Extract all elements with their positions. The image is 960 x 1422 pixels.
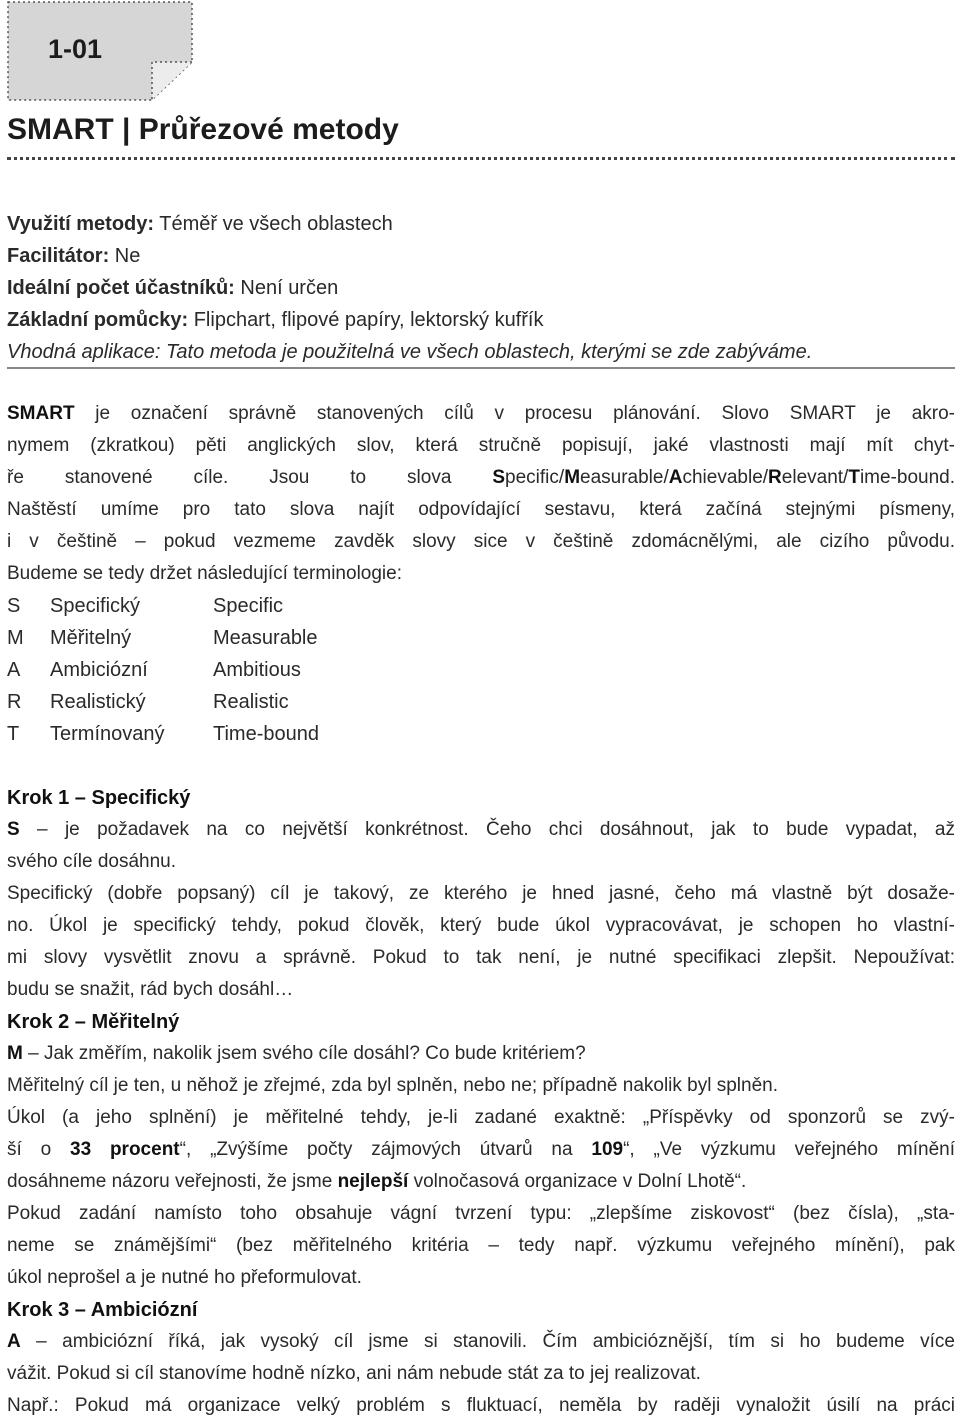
step3-heading: Krok 3 – Ambiciózní [7, 1299, 198, 1321]
term-czech: Měřitelný [50, 627, 132, 649]
step-text: “, „Ve výzkumu veřejného mínění [623, 1139, 955, 1160]
term-letter: M [7, 627, 24, 649]
method-meta [7, 208, 955, 368]
step1-line-4: no. Úkol je specifický tehdy, pokud člověk, který bude úkol vypracovávat, je schopen ho vlastní- [7, 915, 955, 936]
step-letter: M [7, 1043, 23, 1064]
step-text: “, „Zvýšíme počty zájmových útvarů na [179, 1139, 592, 1160]
acronym-rest: ime-bound. [859, 467, 955, 488]
acronym-letter: R [768, 467, 782, 488]
terminology-table [7, 590, 955, 750]
intro-text: je označení správně stanovených cílů v procesu plánování. Slovo SMART je akro- [74, 403, 955, 424]
meta-divider [7, 367, 955, 369]
acronym-rest: chievable/ [682, 467, 769, 488]
step3-line-1 [7, 1326, 955, 1358]
term-row [7, 686, 955, 718]
chapter-code: 1-01 [48, 34, 103, 64]
step3-line-3: Např.: Pokud má organizace velký problém s fluktuací, neměla by raději vynaložit úsilí na práci [7, 1395, 955, 1416]
acronym-rest: elevant/ [781, 467, 849, 488]
page-title: SMART | Průřezové metody [7, 113, 399, 146]
step2-line-2: Měřitelný cíl je ten, u něhož je zřejmé, zda byl splněn, nebo ne; případně nakolik byl splněn. [7, 1075, 779, 1096]
step-text: dosáhneme názoru veřejnosti, že jsme [7, 1171, 338, 1192]
term-czech: Specifický [50, 595, 141, 617]
meta-facilitator [7, 240, 955, 272]
term-english: Time-bound [213, 723, 319, 745]
acronym-rest: easurable/ [580, 467, 669, 488]
step-letter: A [7, 1331, 21, 1352]
acronym-letter: T [848, 467, 860, 488]
meta-tools-label: Základní pomůcky: [7, 309, 189, 331]
spacer [7, 750, 955, 782]
intro-line-4: Naštěstí umíme pro tato slova najít odpovídající sestavu, která začíná stejnými písmeny, [7, 499, 955, 520]
intro-line-2: nymem (zkratkou) pěti anglických slov, která stručně popisují, jaké vlastnosti mají mít chyt- [7, 435, 955, 456]
main-text [7, 398, 955, 1422]
step1-line-5: mi slovy vysvětlit znovu a správně. Pokud to tak není, je nutné specifikaci zlepšit. Nepoužívat: [7, 947, 955, 968]
meta-uses-label: Využití metody: [7, 213, 155, 235]
intro-text: ře stanovené cíle. Jsou to slova [7, 467, 493, 488]
step3-line-2: vážit. Pokud si cíl stanovíme hodně nízko, ani nám nebude stát za to jej realizovat. [7, 1363, 701, 1384]
step-text: – je požadavek na co největší konkrétnost. Čeho chci dosáhnout, jak to bude vypadat, až [19, 819, 955, 840]
step2-line-3: Úkol (a jeho splnění) je měřitelné tehdy, je-li zadané exaktně: „Příspěvky od sponzorů se zvý- [7, 1107, 955, 1128]
intro-line-6: Budeme se tedy držet následující terminologie: [7, 563, 402, 584]
intro-line-5: i v češtině – pokud vezmeme zavděk slovy sice v češtině zdomácnělými, ale cizího původu. [7, 531, 955, 552]
term-row [7, 622, 955, 654]
emphasis: 109 [591, 1139, 624, 1160]
smart-term: SMART [7, 403, 75, 424]
emphasis: 33 procent [70, 1139, 180, 1160]
term-letter: A [7, 659, 21, 681]
term-letter: S [7, 595, 21, 617]
term-english: Measurable [213, 627, 318, 649]
term-letter: R [7, 691, 22, 713]
meta-application: Vhodná aplikace: Tato metoda je použitelná ve všech oblastech, kterými se zde zabýváme. [7, 341, 813, 363]
term-english: Specific [213, 595, 284, 617]
chapter-tab [6, 0, 194, 102]
meta-participants [7, 272, 955, 304]
acronym-rest: pecific/ [505, 467, 565, 488]
step2-heading: Krok 2 – Měřitelný [7, 1011, 180, 1033]
meta-facilitator-value: Ne [109, 245, 141, 267]
step1-line-2: svého cíle dosáhnu. [7, 851, 177, 872]
emphasis: nejlepší [337, 1171, 409, 1192]
term-row [7, 590, 955, 622]
term-czech: Termínovaný [50, 723, 165, 745]
step2-line-5 [7, 1166, 955, 1198]
intro-line-1 [7, 398, 955, 430]
meta-facilitator-label: Facilitátor: [7, 245, 110, 267]
meta-tools-value: Flipchart, flipové papíry, lektorský kufřík [188, 309, 544, 331]
step2-line-8: úkol neprošel a je nutné ho přeformulovat. [7, 1267, 362, 1288]
step1-line-3: Specifický (dobře popsaný) cíl je takový, ze kterého je hned jasné, čeho má vlastně být dosaže- [7, 883, 955, 904]
step1-heading: Krok 1 – Specifický [7, 787, 191, 809]
acronym-letter: S [492, 467, 506, 488]
step2-line-7: neme se známějšími“ (bez měřitelného kritéria – tedy např. výzkumu veřejného mínění), pak [7, 1235, 955, 1256]
meta-participants-value: Není určen [234, 277, 339, 299]
step2-line-4 [7, 1134, 955, 1166]
title-divider [7, 157, 955, 160]
acronym-letter: A [668, 467, 683, 488]
term-english: Realistic [213, 691, 289, 713]
term-letter: T [7, 723, 20, 745]
step-text: ší o [7, 1139, 70, 1160]
step1-line-1 [7, 814, 955, 846]
meta-participants-label: Ideální počet účastníků: [7, 277, 235, 299]
term-english: Ambitious [213, 659, 301, 681]
step1-line-6: budu se snažit, rád bych dosáhl… [7, 979, 294, 1000]
step-text: – Jak změřím, nakolik jsem svého cíle dosáhl? Co bude kritériem? [22, 1043, 586, 1064]
step2-line-6: Pokud zadání namísto toho obsahuje vágní tvrzení typu: „zlepšíme ziskovost“ (bez čísla), „sta- [7, 1203, 955, 1224]
step-letter: S [7, 819, 20, 840]
meta-uses [7, 208, 955, 240]
step-text: volnočasová organizace v Dolní Lhotě“. [408, 1171, 747, 1192]
step2-line-1 [7, 1038, 955, 1070]
term-czech: Ambiciózní [50, 659, 148, 681]
term-czech: Realistický [50, 691, 146, 713]
term-row [7, 654, 955, 686]
step-text: – ambiciózní říká, jak vysoký cíl jsme si stanovili. Čím ambicióznější, tím si ho budeme více [20, 1331, 955, 1352]
meta-uses-value: Téměř ve všech oblastech [154, 213, 393, 235]
term-row [7, 718, 955, 750]
meta-tools [7, 304, 955, 336]
intro-line-3 [7, 462, 955, 494]
acronym-letter: M [564, 467, 581, 488]
